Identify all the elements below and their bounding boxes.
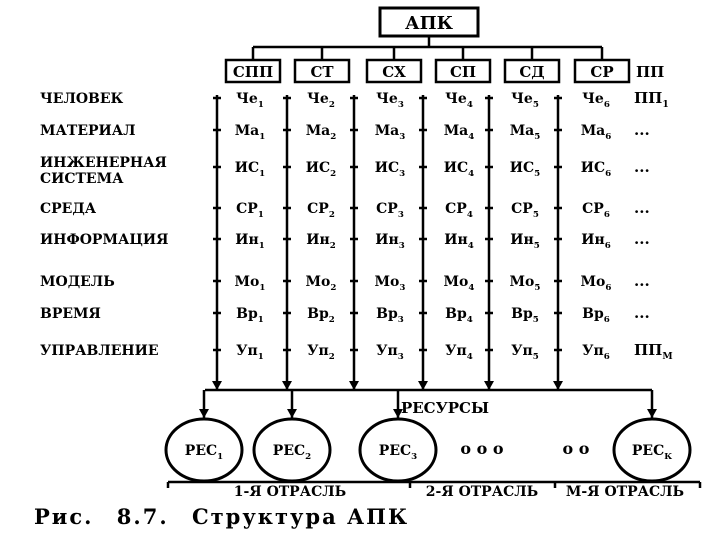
cell-value: $Ин_6$	[581, 232, 611, 251]
arrow-down	[287, 409, 297, 418]
resources-label: РЕСУРСЫ	[400, 399, 490, 417]
cell-value: $Мо_1$	[234, 274, 266, 293]
ellipsis-dots: о о о	[460, 439, 504, 458]
arrow-down	[212, 381, 222, 390]
figure-caption	[34, 504, 423, 529]
cell-value: $СР_4$	[445, 201, 473, 220]
industry-label: 1-Я ОТРАСЛЬ	[233, 484, 347, 500]
cell-value: $Ма_1$	[234, 123, 266, 142]
cell-value: $ИС_2$	[305, 160, 337, 179]
row-extra: $ПП_1$	[634, 89, 669, 110]
row-extra: ...	[634, 304, 650, 322]
cell-value: $ИС_6$	[580, 160, 612, 179]
cell-value: $Уп_1$	[236, 343, 264, 362]
cell-value: $Че_6$	[582, 91, 610, 110]
cell-value: $СР_2$	[307, 201, 335, 220]
row-extra: ...	[634, 272, 650, 290]
ellipsis-dots-2: о о	[562, 439, 590, 458]
cell-value: $Уп_4$	[445, 343, 473, 362]
cell-value: $Мо_5$	[509, 274, 541, 293]
row-label-line2: СИСТЕМА	[40, 171, 124, 187]
arrow-down	[647, 409, 657, 418]
column-label: СП	[449, 63, 477, 81]
row-extra: ...	[634, 199, 650, 217]
cell-value: $ИС_1$	[234, 160, 266, 179]
resource-node-label: $РЕС_2$	[272, 443, 312, 462]
cell-value: $Ма_5$	[509, 123, 541, 142]
cell-value: $Вр_1$	[236, 306, 264, 325]
cell-value: $Ин_3$	[375, 232, 405, 251]
caption-num: 8.7.	[116, 504, 169, 529]
row-label: ИНФОРМАЦИЯ	[40, 232, 169, 248]
cell-value: $Уп_5$	[511, 343, 539, 362]
cell-value: $Вр_4$	[445, 306, 473, 325]
caption-fig: Рис.	[34, 504, 94, 529]
cell-value: $Вр_6$	[582, 306, 610, 325]
arrow-down	[484, 381, 494, 390]
columns-extra-label: ПП	[636, 63, 665, 81]
row-label: ИНЖЕНЕРНАЯ	[40, 155, 167, 171]
cell-value: $ИС_3$	[374, 160, 406, 179]
resource-node-label: $РЕС_К$	[631, 443, 673, 462]
cell-value: $СР_3$	[376, 201, 404, 220]
cell-value: $Вр_5$	[511, 306, 539, 325]
row-label: МАТЕРИАЛ	[40, 123, 136, 139]
cell-value: $Ма_4$	[443, 123, 475, 142]
cell-value: $Че_2$	[307, 91, 335, 110]
caption-title: Структура АПК	[191, 504, 410, 529]
resource-node-label: $РЕС_1$	[184, 443, 224, 462]
arrow-down	[418, 381, 428, 390]
column-label: СД	[519, 63, 545, 81]
cell-value: $Вр_2$	[307, 306, 335, 325]
column-label: СТ	[310, 63, 334, 81]
column-label: СХ	[382, 63, 406, 81]
resource-node-label: $РЕС_3$	[378, 443, 418, 462]
cell-value: $СР_6$	[582, 201, 610, 220]
cell-value: $Че_1$	[236, 91, 264, 110]
cell-value: $Ма_2$	[305, 123, 337, 142]
cell-value: $Ин_5$	[510, 232, 540, 251]
cell-value: $СР_5$	[511, 201, 539, 220]
row-label: МОДЕЛЬ	[40, 274, 115, 290]
row-extra: ...	[634, 158, 650, 176]
row-extra: ...	[634, 230, 650, 248]
cell-value: $Вр_3$	[376, 306, 404, 325]
cell-value: $Ин_2$	[306, 232, 336, 251]
cell-value: $Ин_1$	[235, 232, 265, 251]
row-label: ЧЕЛОВЕК	[40, 91, 124, 107]
cell-value: $Мо_3$	[374, 274, 406, 293]
arrow-down	[199, 409, 209, 418]
cell-value: $Уп_3$	[376, 343, 404, 362]
arrow-down	[349, 381, 359, 390]
row-extra: $ПП_М$	[634, 341, 673, 362]
row-label: УПРАВЛЕНИЕ	[40, 343, 159, 359]
column-label: СР	[590, 63, 614, 81]
cell-value: $Ма_3$	[374, 123, 406, 142]
cell-value: $Че_3$	[376, 91, 404, 110]
cell-value: $Уп_2$	[307, 343, 335, 362]
cell-value: $Мо_2$	[305, 274, 337, 293]
cell-value: $Ма_6$	[580, 123, 612, 142]
cell-value: $Уп_6$	[582, 343, 610, 362]
industry-label: М-Я ОТРАСЛЬ	[565, 484, 685, 500]
cell-value: $СР_1$	[236, 201, 264, 220]
arrow-down	[282, 381, 292, 390]
column-label: СПП	[232, 63, 274, 81]
cell-value: $Мо_6$	[580, 274, 612, 293]
industry-label: 2-Я ОТРАСЛЬ	[425, 484, 539, 500]
cell-value: $Че_4$	[445, 91, 473, 110]
row-label: СРЕДА	[40, 201, 97, 217]
root-label: АПК	[404, 13, 454, 34]
cell-value: $Мо_4$	[443, 274, 475, 293]
row-label: ВРЕМЯ	[40, 306, 101, 322]
cell-value: $Ин_4$	[444, 232, 474, 251]
arrow-down	[553, 381, 563, 390]
cell-value: $ИС_5$	[509, 160, 541, 179]
cell-value: $ИС_4$	[443, 160, 475, 179]
cell-value: $Че_5$	[511, 91, 539, 110]
row-extra: ...	[634, 121, 650, 139]
